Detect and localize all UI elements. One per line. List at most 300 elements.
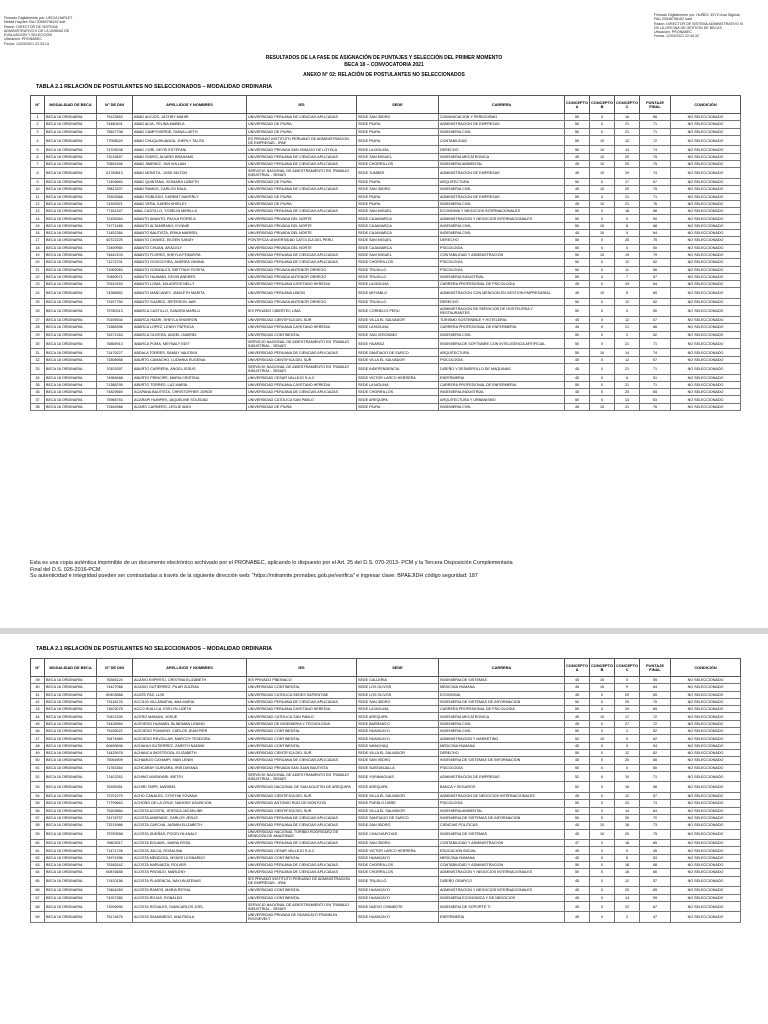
cell-carrera: INGENIERIA CIVIL [439,720,565,727]
cell-concepto-c: 16 [615,869,640,876]
digital-signature-left: Firmado Digitalmente por: URCIA HARLET Nelida Haydee FAU 20546798152 soft Razón: DIRECTOR DE SISTEMA ADMINISTRATIVO II DE LA UNIDAD DE EVALUACION Y SELECCIÓN Ubicación: PRONABEC Fecha: 12/03/2021 22:34:13 [4,16,73,46]
cell-number: 1 [31,114,45,121]
cell-concepto-a: 50 [565,381,590,388]
cell-carrera: INGENIERIA DE SOFTWARE CON INTELIGENCIA ARTIFICIAL [439,338,565,349]
table-row [31,684,741,691]
cell-concepto-c: 0 [615,847,640,854]
cell-modality: BECA 18 ORDINARIA [45,706,97,713]
cell-number: 52 [31,771,45,782]
cell-name: ABANTO SUAREZ, JEFERSON JAIR [133,299,247,306]
cell-puntaje: 64 [640,684,671,691]
cell-concepto-a: 50 [565,338,590,349]
cell-name: ACOSTA PINTADO, MARLENY [133,869,247,876]
cell-condicion: NO SELECCIONADO [671,782,741,793]
cell-concepto-a: 50 [565,814,590,821]
table-row [31,114,741,121]
cell-puntaje: 72 [640,135,671,146]
cell-ies: SERVICIO NACIONAL DE ADIESTRAMIENTO EN TRABAJO INDUSTRIAL - SENATI [247,771,357,782]
table-row [31,178,741,185]
cell-puntaje: 62 [640,749,671,756]
cell-concepto-b: 0 [590,338,615,349]
cell-ies: UNIVERSIDAD PRIVADA DEL NORTE [247,215,357,222]
cell-concepto-a: 45 [565,168,590,179]
col-number-header: N° [31,96,45,114]
cell-ies: UNIVERSIDAD PERUANA DE CIENCIAS APLICADAS [247,389,357,396]
cell-modality: BECA 18 ORDINARIA [45,135,97,146]
header-annex: ANEXO N° 02: RELACIÓN DE POSTULANTES NO SELECCIONADOS [303,72,465,78]
cell-concepto-b: 0 [590,237,615,244]
table-row [31,862,741,869]
cell-modality: BECA 18 ORDINARIA [45,782,97,793]
cell-ies: SERVICIO NACIONAL DE ADIESTRAMIENTO EN TRABAJO INDUSTRIAL - SENATI [247,168,357,179]
cell-name: ACOSTA EGUAVIL, MARIA ROSA [133,840,247,847]
cell-puntaje: 75 [640,161,671,168]
cell-puntaje: 57 [640,356,671,363]
cell-name: ABARCA CASTILLO, SANDRA MARILU [133,306,247,317]
table-row [31,822,741,829]
cell-name: ACHANCA INOSTROZA, ELIZABETH [133,749,247,756]
cell-concepto-a: 50 [565,259,590,266]
cell-puntaje: 64 [640,230,671,237]
cell-puntaje: 71 [640,771,671,782]
cell-ies: UNIVERSIDAD PERUANA DE CIENCIAS APLICADAS [247,208,357,215]
cell-carrera: INGENIERIA MECATRONICA [439,713,565,720]
cell-concepto-c: 0 [615,244,640,251]
cell-name: ABURTO CARRERA, ANGEL JESUS [133,363,247,374]
cell-number: 50 [31,757,45,764]
cell-condicion: NO SELECCIONADO [671,684,741,691]
cell-condicion: NO SELECCIONADO [671,869,741,876]
cell-concepto-a: 45 [565,374,590,381]
cell-ies: UNIVERSIDAD PERUANA DE CIENCIAS APLICADAS [247,840,357,847]
cell-concepto-a: 50 [565,706,590,713]
cell-number: 56 [31,807,45,814]
cell-sede: SEDE PIURA [357,200,439,207]
cell-modality: BECA 18 ORDINARIA [45,847,97,854]
cell-carrera: ADMINISTRACION CON MENCION EN GESTION EMPRESARIAL [439,288,565,299]
cell-name: ABAD JIMENEZ, YAN WILLIAN [133,161,247,168]
cell-concepto-a: 50 [565,764,590,771]
cell-dni: 70891946 [97,161,133,168]
cell-name: ABDALA TORRES, SAMUY VALESKA [133,349,247,356]
table-row [31,316,741,323]
cell-name: ACHCARAY GUEVARA, IRIS DAYANA [133,764,247,771]
cell-carrera: ADMINISTRACION DE SERVICIOS DE HOSTELERIA Y RESTAURANTES [439,306,565,317]
cell-concepto-b: 0 [590,306,615,317]
cell-concepto-c: 17 [615,178,640,185]
cell-condicion: NO SELECCIONADO [671,306,741,317]
cell-concepto-c: 18 [615,862,640,869]
cell-modality: BECA 18 ORDINARIA [45,121,97,128]
cell-puntaje: 54 [640,742,671,749]
col-name-header: APELLIDOS Y NOMBRES [133,96,247,114]
cell-name: ACASIO ESPIRITU, CRISTINA ELIZABETH [133,677,247,684]
cell-modality: BECA 18 ORDINARIA [45,363,97,374]
cell-number: 19 [31,251,45,258]
cell-dni: 74428964 [97,720,133,727]
cell-puntaje: 60 [640,288,671,299]
cell-dni: 71508958 [97,356,133,363]
cell-sede: SEDE PIURA [357,121,439,128]
cell-name: ACOSTA MENDOZA, MYAGE LEONARDO [133,854,247,861]
cell-ies: SERVICIO NACIONAL DE ADIESTRAMIENTO EN TRABAJO INDUSTRIAL - SENATI [247,363,357,374]
cell-name: ACOSTA SAMANIEGO, ANA PAOLA [133,912,247,923]
cell-condicion: NO SELECCIONADO [671,854,741,861]
cell-concepto-b: 0 [590,771,615,782]
cell-condicion: NO SELECCIONADO [671,200,741,207]
cell-puntaje: 52 [640,728,671,735]
cell-modality: BECA 18 ORDINARIA [45,757,97,764]
cell-ies: UNIVERSIDAD CIENTIFICA DEL SUR [247,316,357,323]
cell-name: ABAD VERA, KAREN SHIRLEY [133,200,247,207]
cell-concepto-c: 19 [615,251,640,258]
cell-condicion: NO SELECCIONADO [671,237,741,244]
table-row [31,244,741,251]
cell-dni: 74207365 [97,894,133,901]
cell-puntaje: 56 [640,266,671,273]
cell-concepto-b: 0 [590,273,615,280]
cell-condicion: NO SELECCIONADO [671,168,741,179]
cell-puntaje: 62 [640,299,671,306]
cell-concepto-a: 50 [565,251,590,258]
cell-dni: 75203884 [97,807,133,814]
cell-concepto-a: 50 [565,215,590,222]
cell-condicion: NO SELECCIONADO [671,698,741,705]
cell-dni: 71586396 [97,324,133,331]
cell-carrera: INGENIERIA DE SISTEMAS DE INFORMACION [439,814,565,821]
cell-name: ABANTO CHAVEZ, EILEEN SANDY [133,237,247,244]
cell-dni: 77151347 [97,208,133,215]
cell-sede: SEDE HUANCAYO [357,854,439,861]
cell-concepto-c: 2 [615,728,640,735]
cell-dni: 75174676 [97,912,133,923]
cell-name: ABANTO LOMA, MILAGROS NELLY [133,281,247,288]
cell-concepto-b: 0 [590,782,615,793]
cell-sede: SEDE LA MOLINA [357,146,439,153]
cell-sede: SEDE LA MOLINA [357,281,439,288]
col-concepto-a-header: CONCEPTO A [565,659,590,677]
table-row [31,273,741,280]
cell-concepto-b: 0 [590,208,615,215]
cell-ies: UNIVERSIDAD PRIVADA DEL NORTE [247,244,357,251]
cell-puntaje: 50 [640,306,671,317]
cell-ies: IES PRIVADO INSTITUTO PERUANO DE ADMINISTRACION DE EMPRESAS - IPAE [247,876,357,887]
cell-number: 28 [31,324,45,331]
cell-ies: UNIVERSIDAD DE PIURA [247,200,357,207]
cell-carrera: ADMINISTRACION Y NEGOCIOS INTERNACIONALES [439,887,565,894]
cell-concepto-b: 10 [590,829,615,840]
cell-number: 38 [31,403,45,410]
cell-concepto-b: 0 [590,331,615,338]
cell-ies: UNIVERSIDAD NACIONAL TORIBIO RODRIGUEZ DE MENDOZA DE AMAZONAS [247,829,357,840]
cell-sede: SEDE HUANCAYO [357,728,439,735]
cell-concepto-c: 21 [615,324,640,331]
table-row [31,720,741,727]
table-row [31,764,741,771]
cell-concepto-a: 45 [565,829,590,840]
col-concepto-c-header: CONCEPTO C [615,659,640,677]
cell-modality: BECA 18 ORDINARIA [45,266,97,273]
cell-carrera: DISEÑO GRAFICO [439,876,565,887]
cell-puntaje: 65 [640,757,671,764]
cell-ies: UNIVERSIDAD CIENTIFICA DEL SUR [247,793,357,800]
cell-dni: 74829569 [97,389,133,396]
cell-number: 7 [31,161,45,168]
cell-concepto-c: 12 [615,749,640,756]
cell-sede: SEDE PIURA [357,178,439,185]
cell-concepto-c: 0 [615,306,640,317]
cell-concepto-a: 50 [565,222,590,229]
cell-ies: UNIVERSIDAD PERUANA DE CIENCIAS APLICADAS [247,349,357,356]
cell-concepto-c: 12 [615,259,640,266]
table-row [31,757,741,764]
cell-sede: SEDE WANCHAQ [357,742,439,749]
cell-condicion: NO SELECCIONADO [671,338,741,349]
cell-dni: 73701279 [97,793,133,800]
cell-ies: UNIVERSIDAD CONTINENTAL [247,887,357,894]
cell-modality: BECA 18 ORDINARIA [45,862,97,869]
cell-number: 12 [31,200,45,207]
cell-concepto-c: 22 [615,901,640,912]
cell-carrera: CONTABILIDAD Y ADMINISTRACION [439,840,565,847]
cell-number: 25 [31,299,45,306]
table-row [31,338,741,349]
cell-concepto-b: 0 [590,381,615,388]
cell-puntaje: 57 [640,273,671,280]
cell-concepto-a: 45 [565,894,590,901]
cell-sede: SEDE TUMBES [357,168,439,179]
cell-puntaje: 50 [640,244,671,251]
cell-modality: BECA 18 ORDINARIA [45,403,97,410]
table-row [31,901,741,912]
cell-concepto-b: 0 [590,698,615,705]
cell-condicion: NO SELECCIONADO [671,356,741,363]
cell-ies: SERVICIO NACIONAL DE ADIESTRAMIENTO EN TRABAJO INDUSTRIAL - SENATI [247,338,357,349]
cell-carrera: ARQUITECTURA [439,349,565,356]
cell-number: 45 [31,720,45,727]
cell-modality: BECA 18 ORDINARIA [45,764,97,771]
cell-condicion: NO SELECCIONADO [671,720,741,727]
cell-name: ABANTO ABANTO, PAOLA FIORELA [133,215,247,222]
cell-sede: SEDE CHORRILLOS [357,869,439,876]
cell-name: ACOSTA DUEÑAS, POCELYN ANALY [133,829,247,840]
cell-concepto-b: 10 [590,288,615,299]
cell-carrera: DISEÑO Y DESARROLLO DE MAQUINAS [439,363,565,374]
cell-concepto-a: 50 [565,728,590,735]
cell-number: 68 [31,901,45,912]
cell-name: ACOSTA NARVAEZA, ROLVER [133,862,247,869]
cell-name: ABAD QUINTANA, XIOMARA LIZBETH [133,178,247,185]
cell-carrera: CARRERA PROFESIONAL DE ENFERMERIA [439,381,565,388]
cell-ies: UNIVERSIDAD PRIVADA DEL NORTE [247,222,357,229]
cell-name: ACOSTA JULCA, ROSALINA [133,847,247,854]
cell-ies: UNIVERSIDAD DE PIURA [247,403,357,410]
cell-sede: SEDE SAN ISIDRO [357,757,439,764]
cell-concepto-c: 20 [615,757,640,764]
cell-modality: BECA 18 ORDINARIA [45,728,97,735]
cell-condicion: NO SELECCIONADO [671,742,741,749]
cell-dni: 70912453 [97,281,133,288]
cell-number: 16 [31,230,45,237]
cell-modality: BECA 18 ORDINARIA [45,713,97,720]
cell-carrera: INGENIERIA CIVIL [439,222,565,229]
cell-puntaje: 71 [640,193,671,200]
table-row [31,735,741,742]
table-row [31,389,741,396]
cell-dni: 70421305 [97,713,133,720]
table-row [31,894,741,901]
cell-concepto-a: 50 [565,698,590,705]
table-row [31,814,741,821]
cell-modality: BECA 18 ORDINARIA [45,338,97,349]
cell-carrera: ENFERMERIA [439,374,565,381]
cell-ies: PONTIFICIA UNIVERSIDAD CATOLICA DEL PERU [247,237,357,244]
cell-modality: BECA 18 ORDINARIA [45,208,97,215]
cell-sede: SEDE SAN JERONIMO [357,331,439,338]
cell-carrera: ECONOMIA [439,691,565,698]
cell-concepto-c: 18 [615,822,640,829]
cell-puntaje: 66 [640,869,671,876]
cell-number: 10 [31,186,45,193]
cell-concepto-a: 50 [565,178,590,185]
cell-concepto-a: 45 [565,793,590,800]
cell-name: ABANTO ALTAMIRANO, DYNNIE [133,222,247,229]
cell-sede: SEDE YURIMAGUAS [357,771,439,782]
cell-concepto-b: 0 [590,728,615,735]
cell-concepto-b: 0 [590,389,615,396]
cell-name: ACCILIO VILLANUEVA, ANA MARIA [133,698,247,705]
cell-concepto-b: 0 [590,316,615,323]
cell-sede: SEDE TRUJILLO [357,273,439,280]
cell-condicion: NO SELECCIONADO [671,735,741,742]
cell-ies: UNIVERSIDAD PERUANA DE CIENCIAS APLICADAS [247,186,357,193]
cell-concepto-b: 0 [590,847,615,854]
cell-name: ACARAPI HUMPIRI, JAQUELINE SOLEDAD [133,396,247,403]
cell-ies: UNIVERSIDAD DE INGENIERIA Y TECNOLOGIA [247,720,357,727]
cell-dni: 74965468 [97,374,133,381]
cell-concepto-a: 50 [565,121,590,128]
cell-sede: SEDE CALLERIA [357,677,439,684]
table-row [31,840,741,847]
table-row [31,847,741,854]
cell-puntaje: 68 [640,862,671,869]
cell-concepto-a: 50 [565,114,590,121]
table-row [31,128,741,135]
cell-concepto-c: 21 [615,193,640,200]
cell-concepto-b: 0 [590,691,615,698]
cell-concepto-b: 0 [590,862,615,869]
table-row [31,222,741,229]
cell-dni: 76865913 [97,338,133,349]
cell-carrera: CONTABILIDAD Y ADMINISTRACION [439,251,565,258]
cell-dni: 71402263 [97,771,133,782]
table-row [31,288,741,299]
cell-concepto-a: 52 [565,807,590,814]
cell-number: 37 [31,396,45,403]
cell-ies: UNIVERSIDAD PERUANA DE CIENCIAS APLICADAS [247,259,357,266]
cell-concepto-a: 45 [565,324,590,331]
cell-name: ACERO MAMANI, JOSUE [133,713,247,720]
cell-name: ACAPANA BAUTISTA, CHRISTOPHER JORGE [133,389,247,396]
cell-condicion: NO SELECCIONADO [671,251,741,258]
cell-name: ABANTO CHUAN, ARACELY [133,244,247,251]
cell-concepto-a: 50 [565,135,590,146]
cell-modality: BECA 18 ORDINARIA [45,316,97,323]
cell-modality: BECA 18 ORDINARIA [45,742,97,749]
cell-concepto-a: 45 [565,677,590,684]
cell-dni: 70103397 [97,363,133,374]
cell-number: 43 [31,706,45,713]
table-row [31,728,741,735]
cell-ies: UNIVERSIDAD PERUANA CAYETANO HEREDIA [247,381,357,388]
cell-concepto-b: 0 [590,396,615,403]
cell-number: 8 [31,168,45,179]
cell-puntaje: 64 [640,807,671,814]
cell-puntaje: 68 [640,222,671,229]
table-row [31,306,741,317]
cell-modality: BECA 18 ORDINARIA [45,288,97,299]
cell-number: 2 [31,121,45,128]
cell-carrera: PSICOLOGIA [439,244,565,251]
cell-concepto-a: 45 [565,757,590,764]
cell-sede: SEDE VILLA EL SALVADOR [357,807,439,814]
cell-dni: 70489071 [97,273,133,280]
cell-dni: 71272701 [97,259,133,266]
cell-carrera: BANCA Y SEGUROS [439,782,565,793]
cell-concepto-b: 0 [590,840,615,847]
cell-concepto-b: 0 [590,299,615,306]
cell-puntaje: 53 [640,854,671,861]
cell-concepto-c: 14 [615,349,640,356]
cell-name: ABAD CORI, DEYSI ESTEFANI [133,146,247,153]
cell-dni: 74366852 [97,288,133,299]
cell-ies: UNIVERSIDAD PERUANA DE CIENCIAS APLICADAS [247,822,357,829]
cell-sede: SEDE PIURA [357,135,439,146]
cell-concepto-c: 9 [615,684,640,691]
cell-concepto-b: 10 [590,684,615,691]
cell-concepto-a: 50 [565,273,590,280]
table-row [31,381,741,388]
cell-dni: 76371263 [97,331,133,338]
cell-sede: SEDE PUEBLO LIBRE [357,800,439,807]
cell-number: 48 [31,742,45,749]
cell-modality: BECA 18 ORDINARIA [45,161,97,168]
cell-condicion: NO SELECCIONADO [671,728,741,735]
cell-concepto-a: 45 [565,281,590,288]
cell-concepto-c: 20 [615,389,640,396]
cell-name: ABARCA LOPEZ, LENNY PATRICIA [133,324,247,331]
cell-number: 20 [31,259,45,266]
cell-modality: BECA 18 ORDINARIA [45,677,97,684]
cell-dni: 71471728 [97,847,133,854]
cell-puntaje: 66 [640,114,671,121]
cell-name: ACOSTA ACOSTA, JESSICA JACKELINE [133,807,247,814]
cell-number: 60 [31,840,45,847]
cell-dni: 71388795 [97,381,133,388]
cell-sede: SEDE PIURA [357,193,439,200]
table-row [31,713,741,720]
cell-concepto-c: 6 [615,374,640,381]
cell-carrera: PSICOLOGIA [439,764,565,771]
table-row [31,403,741,410]
cell-condicion: NO SELECCIONADO [671,901,741,912]
cell-concepto-b: 10 [590,153,615,160]
cell-modality: BECA 18 ORDINARIA [45,374,97,381]
cell-dni: 73206990 [97,901,133,912]
cell-concepto-b: 10 [590,135,615,146]
cell-puntaje: 50 [640,764,671,771]
cell-dni: 72464968 [97,403,133,410]
